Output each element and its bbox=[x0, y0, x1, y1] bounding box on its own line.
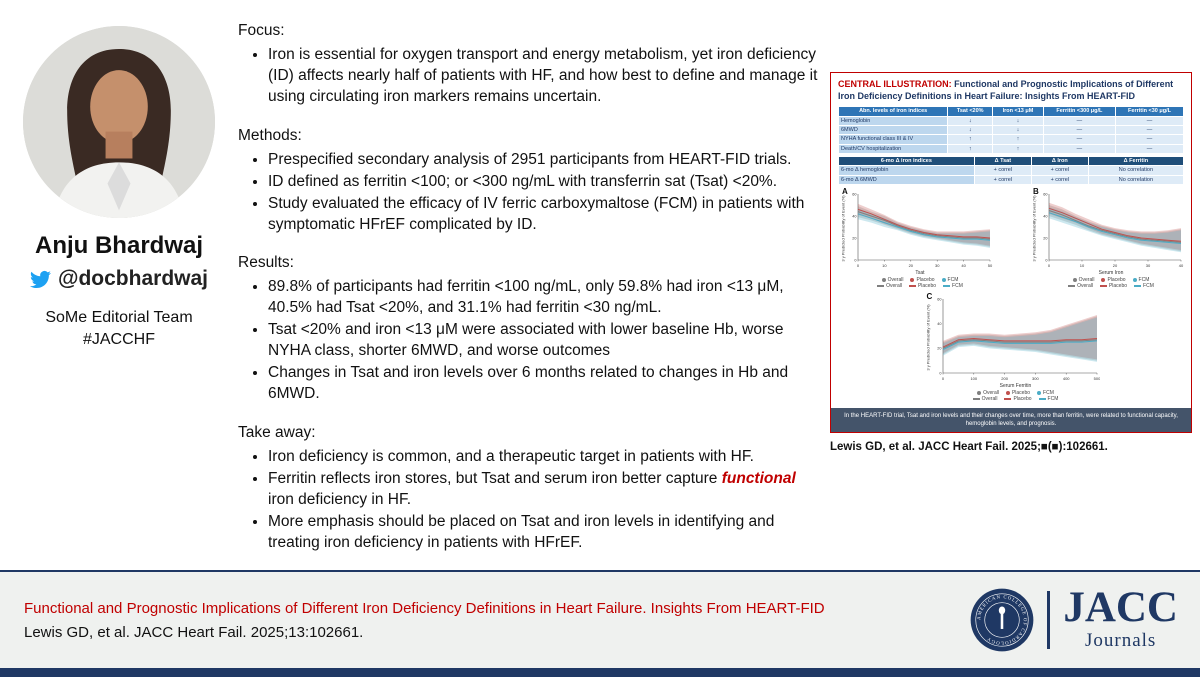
article-citation: Lewis GD, et al. JACC Heart Fail. 2025;13:102661. bbox=[24, 623, 364, 641]
svg-text:200: 200 bbox=[1000, 375, 1008, 381]
svg-text:60: 60 bbox=[936, 297, 941, 302]
panel-b-xlabel: Serum Iron bbox=[1098, 269, 1124, 276]
svg-text:0: 0 bbox=[938, 371, 941, 376]
legend-label: FCM bbox=[1043, 389, 1054, 396]
table-cell: — bbox=[1116, 126, 1184, 135]
summary-content bbox=[238, 0, 830, 570]
svg-text:500: 500 bbox=[1093, 375, 1100, 381]
bullet-item: • Iron is essential for oxygen transport and energy metabolism, yet iron deficiency (ID) affects nearly half of patients with HF, and how best to define and manage it using circulating iron markers remains uncertain. bbox=[268, 45, 818, 108]
panel-a bbox=[838, 186, 993, 289]
table-cell: ↓ bbox=[948, 116, 993, 125]
legend-swatch bbox=[910, 278, 914, 282]
legend-row bbox=[973, 396, 1059, 402]
legend-label: Placebo bbox=[1107, 276, 1126, 283]
legend-swatch bbox=[1068, 285, 1075, 287]
legend-swatch bbox=[1039, 398, 1046, 400]
table-cell: NYHA functional class III & IV bbox=[839, 135, 948, 144]
svg-text:40: 40 bbox=[1043, 214, 1048, 219]
table-cell: — bbox=[1043, 135, 1115, 144]
svg-text:20: 20 bbox=[1112, 262, 1118, 268]
legend-swatch bbox=[1004, 398, 1011, 400]
seal-text: AMERICAN COLLEGE OF CARDIOLOGY bbox=[977, 595, 1028, 645]
legend-item bbox=[877, 283, 902, 289]
table-cell: ↑ bbox=[993, 144, 1044, 153]
table-cell: ↓ bbox=[993, 126, 1044, 135]
bullet-text-pre: Ferritin reflects iron stores, but Tsat and serum iron better capture bbox=[268, 469, 722, 487]
svg-text:100: 100 bbox=[969, 375, 977, 381]
twitter-bird-icon bbox=[30, 269, 51, 290]
logo-divider bbox=[1047, 591, 1050, 649]
table-row bbox=[839, 175, 1184, 184]
avatar bbox=[23, 26, 215, 218]
table-cell: — bbox=[1043, 116, 1115, 125]
article-title: Functional and Prognostic Implications of Different Iron Deficiency Definitions in Heart Failure. Insights From HEART-FID bbox=[24, 600, 825, 618]
svg-text:40: 40 bbox=[852, 214, 857, 219]
panel-c-ylabel: 3 y Predicted Probability of Event (%) bbox=[925, 304, 930, 371]
bullet-item: • Prespecified secondary analysis of 2951 participants from HEART-FID trials. bbox=[268, 150, 818, 171]
legend-swatch bbox=[1037, 391, 1041, 395]
legend-swatch bbox=[1006, 391, 1010, 395]
svg-text:10: 10 bbox=[882, 262, 887, 268]
legend-label: FCM bbox=[947, 276, 959, 283]
table-header-cell: Tsat <20% bbox=[948, 107, 993, 116]
table-cell: ↑ bbox=[993, 135, 1044, 144]
legend-swatch bbox=[1101, 278, 1105, 282]
table-cell: ↓ bbox=[993, 116, 1044, 125]
legend-label: Placebo bbox=[1108, 282, 1128, 289]
footer-text-block bbox=[24, 599, 825, 640]
panel-b-ylabel: 3 y Predicted Probability of Event (%) bbox=[1031, 195, 1037, 262]
iron-indices-table bbox=[838, 106, 1184, 154]
table-header-cell: Iron <13 μM bbox=[993, 107, 1044, 116]
svg-text:300: 300 bbox=[1031, 375, 1039, 381]
twitter-handle-text: @docbhardwaj bbox=[58, 267, 208, 290]
table-header-cell: Δ Tsat bbox=[974, 156, 1031, 165]
table-cell: ↑ bbox=[948, 144, 993, 153]
svg-text:20: 20 bbox=[852, 236, 857, 241]
panel-a-ylabel: 3 y Predicted Probability of Event (%) bbox=[840, 195, 846, 262]
bullet-item: • Iron deficiency is common, and a therapeutic target in patients with HF. bbox=[268, 447, 818, 468]
panel-a-xlabel: Tsat bbox=[915, 269, 925, 276]
svg-text:50: 50 bbox=[987, 262, 993, 268]
legend-swatch bbox=[1133, 278, 1137, 282]
svg-text:60: 60 bbox=[852, 192, 857, 197]
legend-label: FCM bbox=[1143, 282, 1154, 289]
bullet-item: • Changes in Tsat and iron levels over 6 months related to changes in Hb and 6MWD. bbox=[268, 363, 818, 405]
svg-text:30: 30 bbox=[1145, 262, 1151, 268]
legend-label: Overall bbox=[1078, 276, 1095, 283]
central-illustration-caption: In the HEART-FID trial, Tsat and iron levels and their changes over time, more than ferritin, were related to functional capacity, hemoglobin levels, and prognosis. bbox=[831, 408, 1191, 432]
table-header-cell: Ferritin <30 μg/L bbox=[1116, 107, 1184, 116]
panel-c-row bbox=[838, 291, 1184, 402]
bullet-text-post: iron deficiency in HF. bbox=[268, 490, 412, 508]
legend-swatch bbox=[1134, 285, 1141, 287]
svg-text:30: 30 bbox=[934, 262, 940, 268]
legend-item bbox=[909, 283, 936, 289]
legend-label: Placebo bbox=[1011, 389, 1031, 396]
table-cell: 6MWD bbox=[839, 126, 948, 135]
panel-b-legend bbox=[1038, 277, 1184, 289]
svg-text:40: 40 bbox=[936, 321, 941, 326]
journals-text: Journals bbox=[1085, 629, 1157, 651]
legend-label: Placebo bbox=[917, 282, 937, 289]
legend-label: Overall bbox=[887, 276, 904, 283]
legend-label: FCM bbox=[1047, 395, 1059, 402]
panel-c-xlabel: Serum Ferritin bbox=[999, 382, 1032, 389]
table-header-cell: 6-mo Δ iron indices bbox=[839, 156, 975, 165]
focus-list bbox=[238, 45, 818, 108]
panel-c bbox=[923, 291, 1100, 402]
table-cell: — bbox=[1043, 144, 1115, 153]
footer-bar bbox=[0, 570, 1200, 668]
table-cell: + correl bbox=[1031, 166, 1088, 175]
six-month-change-table bbox=[838, 156, 1184, 185]
legend-label: Overall bbox=[1077, 282, 1093, 289]
bullet-item: • Study evaluated the efficacy of IV ferric carboxymaltose (FCM) in patients with symptomatic HFrEF complicated by ID. bbox=[268, 194, 818, 236]
section-heading-takeaway: Take away: bbox=[238, 423, 316, 441]
svg-text:0: 0 bbox=[856, 262, 860, 268]
panel-c-legend bbox=[932, 390, 1100, 402]
panel-c-chart bbox=[932, 295, 1100, 383]
svg-text:20: 20 bbox=[936, 346, 941, 351]
hashtag-line: #JACCHF bbox=[82, 330, 155, 348]
svg-text:0: 0 bbox=[941, 375, 944, 381]
svg-text:20: 20 bbox=[1043, 236, 1048, 241]
svg-text:10: 10 bbox=[1079, 262, 1085, 268]
legend-swatch bbox=[1100, 285, 1107, 287]
legend-label: Overall bbox=[981, 395, 998, 402]
legend-swatch bbox=[1073, 278, 1077, 282]
central-illustration-title-text: Functional and Prognostic Implications of Different Iron Deficiency Definitions in Heart Failure: Insights From HEART-FID bbox=[838, 79, 1174, 101]
bullet-item: • ID defined as ferritin <100; or <300 ng/mL with transferrin sat (Tsat) <20%. bbox=[268, 172, 818, 193]
table-cell: Hemoglobin bbox=[839, 116, 948, 125]
legend-row bbox=[877, 283, 963, 289]
portrait-photo-icon bbox=[23, 26, 215, 218]
panels-a-b-row bbox=[838, 186, 1184, 289]
jacc-wordmark bbox=[1063, 584, 1178, 652]
editorial-team-lines bbox=[45, 307, 192, 350]
central-illustration-title bbox=[838, 79, 1184, 102]
panel-b bbox=[1029, 186, 1184, 289]
panel-c-label: C bbox=[926, 291, 933, 301]
svg-text:400: 400 bbox=[1062, 375, 1070, 381]
legend-swatch bbox=[882, 278, 886, 282]
bullet-item: • More emphasis should be placed on Tsat and iron levels in identifying and treating iron deficiency in patients with HFrEF. bbox=[268, 512, 818, 554]
table-header-cell: Δ Iron bbox=[1031, 156, 1088, 165]
section-heading-results: Results: bbox=[238, 254, 294, 272]
legend-label: FCM bbox=[1138, 276, 1150, 283]
legend-item bbox=[1134, 283, 1154, 289]
table-cell: + correl bbox=[974, 175, 1031, 184]
legend-swatch bbox=[973, 398, 980, 400]
bullet-item bbox=[268, 469, 818, 511]
svg-text:0: 0 bbox=[1047, 262, 1051, 268]
svg-text:40: 40 bbox=[961, 262, 966, 268]
panel-a-chart bbox=[847, 190, 993, 270]
section-heading-methods: Methods: bbox=[238, 126, 302, 144]
jacc-text: JACC bbox=[1063, 584, 1178, 632]
table-row bbox=[839, 166, 1184, 175]
central-illustration-card bbox=[830, 72, 1192, 433]
legend-swatch bbox=[877, 285, 884, 287]
methods-list bbox=[238, 150, 818, 236]
bullet-item: • Tsat <20% and iron <13 μM were associated with lower baseline Hb, worse NYHA class, shorter 6MWD, and worse outcomes bbox=[268, 320, 818, 362]
legend-item bbox=[1068, 283, 1093, 289]
legend-swatch bbox=[942, 278, 946, 282]
table-cell: — bbox=[1116, 116, 1184, 125]
table-cell: No correlation bbox=[1088, 166, 1183, 175]
central-illustration-column bbox=[830, 0, 1200, 570]
jacc-logo-group bbox=[970, 584, 1178, 652]
table-cell: ↓ bbox=[948, 126, 993, 135]
bottom-navy-strip bbox=[0, 668, 1200, 677]
table-cell: Death/CV hospitalization bbox=[839, 144, 948, 153]
functional-emphasis: functional bbox=[721, 469, 796, 487]
legend-label: Placebo bbox=[916, 276, 935, 283]
legend-label: Overall bbox=[983, 389, 999, 396]
table-cell: — bbox=[1116, 135, 1184, 144]
author-name: Anju Bhardwaj bbox=[34, 232, 203, 259]
legend-item bbox=[1100, 283, 1127, 289]
table-header-cell: Ferritin <300 μg/L bbox=[1043, 107, 1115, 116]
takeaway-list bbox=[238, 447, 818, 554]
table-row bbox=[839, 116, 1184, 125]
legend-swatch bbox=[977, 391, 981, 395]
profile-column bbox=[0, 0, 238, 570]
central-illustration-citation: Lewis GD, et al. JACC Heart Fail. 2025;■(■):102661. bbox=[830, 441, 1108, 454]
panel-b-chart bbox=[1038, 190, 1184, 270]
svg-text:40: 40 bbox=[1178, 262, 1184, 268]
table-cell: 6-mo Δ hemoglobin bbox=[839, 166, 975, 175]
panel-a-label: A bbox=[842, 186, 848, 196]
table-cell: — bbox=[1043, 126, 1115, 135]
svg-text:60: 60 bbox=[1043, 192, 1048, 197]
twitter-handle bbox=[30, 267, 208, 291]
table-header-cell: Abn. levels of iron indices bbox=[839, 107, 948, 116]
editorial-team-line: SoMe Editorial Team bbox=[45, 309, 193, 326]
bullet-item: • 89.8% of participants had ferritin <100 ng/mL, only 59.8% had iron <13 μM, 40.5% had Tsat <20%, and 31.1% had ferritin <30 ng/mL. bbox=[268, 277, 818, 319]
panel-a-legend bbox=[847, 277, 993, 289]
table-row bbox=[839, 135, 1184, 144]
central-illustration-label: CENTRAL ILLUSTRATION: bbox=[838, 79, 952, 89]
table-cell: No correlation bbox=[1088, 175, 1183, 184]
results-list bbox=[238, 277, 818, 405]
table-cell: + correl bbox=[1031, 175, 1088, 184]
legend-swatch bbox=[943, 285, 950, 287]
legend-label: Placebo bbox=[1013, 395, 1032, 402]
table-row bbox=[839, 126, 1184, 135]
legend-label: Overall bbox=[886, 282, 902, 289]
table-cell: ↑ bbox=[948, 135, 993, 144]
section-heading-focus: Focus: bbox=[238, 22, 285, 39]
table-cell: — bbox=[1116, 144, 1184, 153]
legend-label: FCM bbox=[952, 282, 963, 289]
acc-seal-icon bbox=[970, 588, 1034, 652]
panel-b-label: B bbox=[1033, 186, 1039, 196]
legend-item bbox=[943, 283, 963, 289]
legend-item bbox=[973, 396, 998, 402]
table-header-cell: Δ Ferritin bbox=[1088, 156, 1183, 165]
table-cell: + correl bbox=[974, 166, 1031, 175]
legend-row bbox=[1068, 283, 1154, 289]
table-row bbox=[839, 144, 1184, 153]
table-cell: 6-mo Δ 6MWD bbox=[839, 175, 975, 184]
legend-swatch bbox=[909, 285, 916, 287]
svg-text:0: 0 bbox=[1045, 258, 1048, 263]
svg-text:0: 0 bbox=[854, 258, 857, 263]
legend-item bbox=[1039, 396, 1059, 402]
legend-item bbox=[1004, 396, 1031, 402]
svg-text:20: 20 bbox=[908, 262, 914, 268]
